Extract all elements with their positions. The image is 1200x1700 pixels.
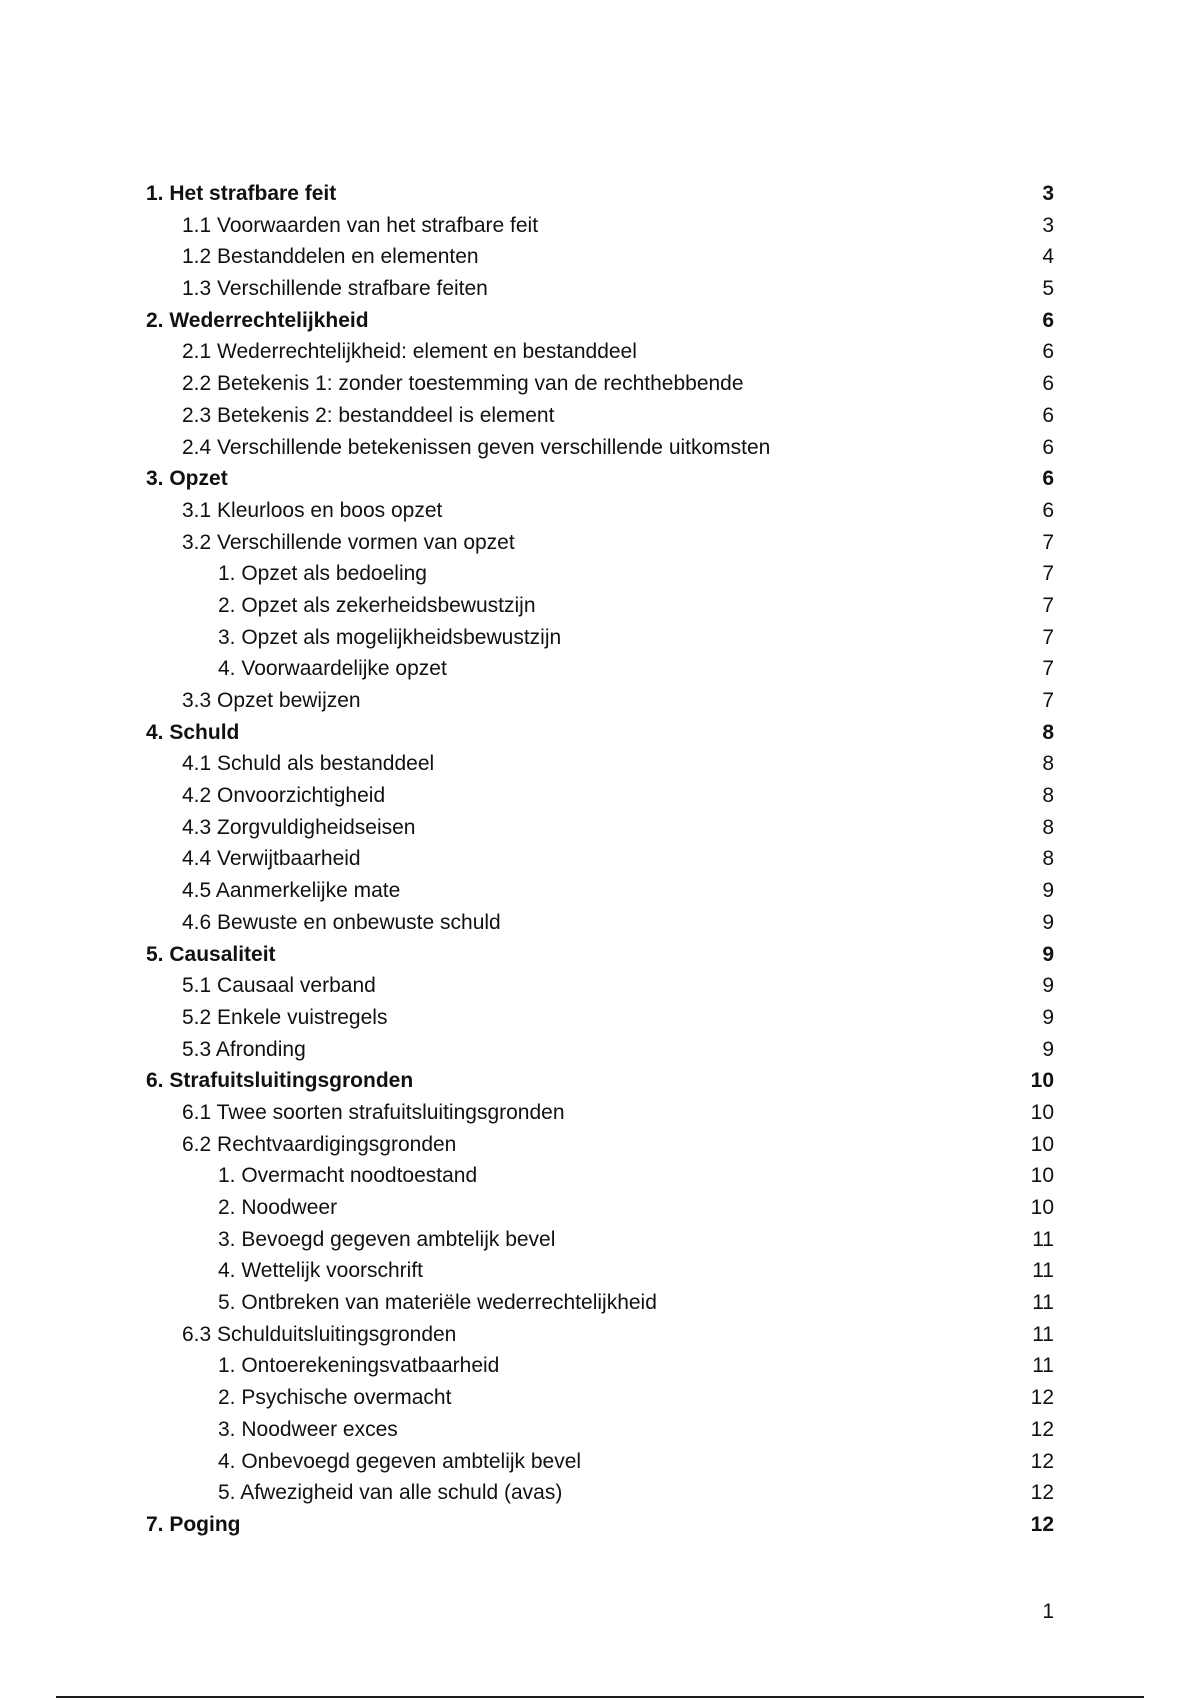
toc-entry-page: 10 bbox=[1030, 1100, 1054, 1124]
toc-entry[interactable] bbox=[146, 1477, 1054, 1509]
toc-entry-page: 8 bbox=[1042, 720, 1054, 744]
toc-entry-title: 4.4 Verwijtbaarheid bbox=[182, 847, 361, 871]
toc-entry-page: 10 bbox=[1030, 1164, 1054, 1188]
toc-entry[interactable] bbox=[146, 1034, 1054, 1066]
toc-entry-title: 6.1 Twee soorten strafuitsluitingsgronden bbox=[182, 1100, 565, 1124]
toc-entry-page: 6 bbox=[1042, 403, 1054, 427]
toc-entry[interactable] bbox=[146, 1319, 1054, 1351]
toc-entry-title: 3.1 Kleurloos en boos opzet bbox=[182, 498, 443, 522]
toc-entry-title: 3. Bevoegd gegeven ambtelijk bevel bbox=[218, 1227, 556, 1251]
toc-entry-title: 5.3 Afronding bbox=[182, 1037, 306, 1061]
toc-entry[interactable] bbox=[146, 1255, 1054, 1287]
toc-entry[interactable] bbox=[146, 590, 1054, 622]
toc-entry-page: 12 bbox=[1030, 1481, 1054, 1505]
toc-entry-title: 4.3 Zorgvuldigheidseisen bbox=[182, 815, 416, 839]
toc-entry-title: 5. Afwezigheid van alle schuld (avas) bbox=[218, 1481, 563, 1505]
toc-entry-title: 4.5 Aanmerkelijke mate bbox=[182, 879, 401, 903]
toc-entry-page: 6 bbox=[1042, 498, 1054, 522]
toc-entry-title: 2.2 Betekenis 1: zonder toestemming van de rechthebbende bbox=[182, 372, 744, 396]
toc-entry-page: 8 bbox=[1042, 847, 1054, 871]
toc-entry-page: 9 bbox=[1042, 1005, 1054, 1029]
toc-entry[interactable] bbox=[146, 305, 1054, 337]
footer-divider bbox=[56, 1696, 1144, 1698]
toc-entry-page: 9 bbox=[1042, 910, 1054, 934]
toc-entry[interactable] bbox=[146, 432, 1054, 464]
toc-entry[interactable] bbox=[146, 1065, 1054, 1097]
toc-entry-page: 8 bbox=[1042, 784, 1054, 808]
toc-entry-title: 5.2 Enkele vuistregels bbox=[182, 1005, 388, 1029]
toc-entry[interactable] bbox=[146, 622, 1054, 654]
toc-entry[interactable] bbox=[146, 653, 1054, 685]
toc-entry[interactable] bbox=[146, 495, 1054, 527]
toc-entry-title: 6.2 Rechtvaardigingsgronden bbox=[182, 1132, 457, 1156]
toc-entry-page: 3 bbox=[1042, 213, 1054, 237]
toc-entry-title: 4. Voorwaardelijke opzet bbox=[218, 657, 447, 681]
toc-entry[interactable] bbox=[146, 178, 1054, 210]
toc-entry-page: 11 bbox=[1032, 1354, 1054, 1378]
toc-entry-title: 1.1 Voorwaarden van het strafbare feit bbox=[182, 213, 539, 237]
toc-entry-page: 7 bbox=[1042, 562, 1054, 586]
toc-entry-title: 2. Opzet als zekerheidsbewustzijn bbox=[218, 593, 536, 617]
toc-entry[interactable] bbox=[146, 558, 1054, 590]
toc-entry-page: 11 bbox=[1032, 1227, 1054, 1251]
toc-entry[interactable] bbox=[146, 939, 1054, 971]
toc-entry-title: 5. Causaliteit bbox=[146, 942, 276, 966]
toc-entry-title: 4. Onbevoegd gegeven ambtelijk bevel bbox=[218, 1449, 582, 1473]
toc-entry-page: 6 bbox=[1042, 467, 1054, 491]
toc-entry-title: 3.2 Verschillende vormen van opzet bbox=[182, 530, 515, 554]
toc-entry[interactable] bbox=[146, 1129, 1054, 1161]
toc-entry-title: 5. Ontbreken van materiële wederrechtelijkheid bbox=[218, 1291, 657, 1315]
toc-entry-title: 7. Poging bbox=[146, 1512, 241, 1536]
toc-entry-page: 9 bbox=[1042, 942, 1054, 966]
toc-entry[interactable] bbox=[146, 1414, 1054, 1446]
toc-entry-page: 7 bbox=[1042, 625, 1054, 649]
toc-entry[interactable] bbox=[146, 241, 1054, 273]
toc-entry[interactable] bbox=[146, 812, 1054, 844]
toc-entry-title: 2.1 Wederrechtelijkheid: element en bestanddeel bbox=[182, 340, 637, 364]
toc-entry[interactable] bbox=[146, 400, 1054, 432]
toc-entry[interactable] bbox=[146, 273, 1054, 305]
toc-entry[interactable] bbox=[146, 368, 1054, 400]
toc-entry-page: 12 bbox=[1030, 1386, 1054, 1410]
toc-entry-page: 7 bbox=[1042, 593, 1054, 617]
toc-entry-title: 4.1 Schuld als bestanddeel bbox=[182, 752, 435, 776]
toc-entry[interactable] bbox=[146, 875, 1054, 907]
toc-entry-page: 11 bbox=[1032, 1322, 1054, 1346]
toc-entry-page: 3 bbox=[1042, 182, 1054, 205]
toc-entry-title: 4. Wettelijk voorschrift bbox=[218, 1259, 424, 1283]
toc-entry-title: 1. Opzet als bedoeling bbox=[218, 562, 427, 586]
toc-entry-title: 2. Wederrechtelijkheid bbox=[146, 308, 369, 332]
toc-entry[interactable] bbox=[146, 527, 1054, 559]
toc-entry[interactable] bbox=[146, 336, 1054, 368]
toc-entry-title: 2. Psychische overmacht bbox=[218, 1386, 452, 1410]
toc-entry-title: 3. Noodweer exces bbox=[218, 1417, 398, 1441]
toc-entry[interactable] bbox=[146, 1509, 1054, 1541]
toc-entry-page: 10 bbox=[1030, 1132, 1054, 1156]
toc-entry-title: 1. Het strafbare feit bbox=[146, 182, 337, 205]
toc-entry[interactable] bbox=[146, 210, 1054, 242]
toc-entry-title: 2.3 Betekenis 2: bestanddeel is element bbox=[182, 403, 555, 427]
toc-entry[interactable] bbox=[146, 463, 1054, 495]
toc-entry-page: 9 bbox=[1042, 1037, 1054, 1061]
toc-entry[interactable] bbox=[146, 1446, 1054, 1478]
toc-entry-title: 3. Opzet bbox=[146, 467, 228, 491]
toc-entry-page: 11 bbox=[1032, 1259, 1054, 1283]
toc-entry[interactable] bbox=[146, 1192, 1054, 1224]
toc-entry[interactable] bbox=[146, 1287, 1054, 1319]
toc-entry-page: 4 bbox=[1042, 245, 1054, 269]
toc-entry-title: 3.3 Opzet bewijzen bbox=[182, 689, 361, 712]
toc-entry-page: 6 bbox=[1042, 340, 1054, 364]
toc-entry-title: 1.3 Verschillende strafbare feiten bbox=[182, 277, 488, 301]
toc-entry[interactable] bbox=[146, 780, 1054, 812]
toc-entry-page: 8 bbox=[1042, 815, 1054, 839]
toc-entry-title: 1. Ontoerekeningsvatbaarheid bbox=[218, 1354, 500, 1378]
toc-entry-title: 6.3 Schulduitsluitingsgronden bbox=[182, 1322, 457, 1346]
toc-entry-title: 3. Opzet als mogelijkheidsbewustzijn bbox=[218, 625, 562, 649]
toc-entry-page: 12 bbox=[1030, 1512, 1054, 1536]
toc-entry-title: 6. Strafuitsluitingsgronden bbox=[146, 1069, 414, 1093]
page-number: 1 bbox=[1042, 1600, 1054, 1623]
toc-entry[interactable] bbox=[146, 1350, 1054, 1382]
toc-entry-page: 12 bbox=[1030, 1449, 1054, 1473]
toc-entry-page: 12 bbox=[1030, 1417, 1054, 1441]
toc-entry[interactable] bbox=[146, 717, 1054, 749]
toc-entry-title: 2.4 Verschillende betekenissen geven verschillende uitkomsten bbox=[182, 435, 771, 459]
toc-entry[interactable] bbox=[146, 685, 1054, 717]
toc-entry[interactable] bbox=[146, 1097, 1054, 1129]
toc-entry[interactable] bbox=[146, 1382, 1054, 1414]
toc-entry[interactable] bbox=[146, 907, 1054, 939]
toc-entry-title: 4. Schuld bbox=[146, 720, 240, 744]
toc-entry[interactable] bbox=[146, 1002, 1054, 1034]
toc-entry-page: 7 bbox=[1042, 689, 1054, 712]
toc-entry-title: 4.6 Bewuste en onbewuste schuld bbox=[182, 910, 501, 934]
toc-entry[interactable] bbox=[146, 843, 1054, 875]
toc-entry-title: 5.1 Causaal verband bbox=[182, 974, 376, 998]
toc-entry[interactable] bbox=[146, 1224, 1054, 1256]
table-of-contents bbox=[146, 178, 1054, 1541]
toc-entry-page: 6 bbox=[1042, 435, 1054, 459]
toc-entry[interactable] bbox=[146, 748, 1054, 780]
toc-entry-title: 4.2 Onvoorzichtigheid bbox=[182, 784, 386, 808]
toc-entry-page: 7 bbox=[1042, 657, 1054, 681]
toc-entry-page: 6 bbox=[1042, 308, 1054, 332]
toc-entry-page: 8 bbox=[1042, 752, 1054, 776]
toc-entry[interactable] bbox=[146, 970, 1054, 1002]
toc-entry[interactable] bbox=[146, 1160, 1054, 1192]
toc-entry-title: 1.2 Bestanddelen en elementen bbox=[182, 245, 479, 269]
toc-entry-page: 9 bbox=[1042, 974, 1054, 998]
toc-entry-page: 9 bbox=[1042, 879, 1054, 903]
toc-entry-page: 7 bbox=[1042, 530, 1054, 554]
toc-entry-page: 5 bbox=[1042, 277, 1054, 301]
toc-entry-page: 6 bbox=[1042, 372, 1054, 396]
toc-entry-title: 2. Noodweer bbox=[218, 1196, 338, 1219]
toc-entry-page: 10 bbox=[1030, 1069, 1054, 1093]
toc-entry-page: 10 bbox=[1030, 1196, 1054, 1219]
toc-entry-page: 11 bbox=[1032, 1291, 1054, 1315]
toc-entry-title: 1. Overmacht noodtoestand bbox=[218, 1164, 478, 1188]
